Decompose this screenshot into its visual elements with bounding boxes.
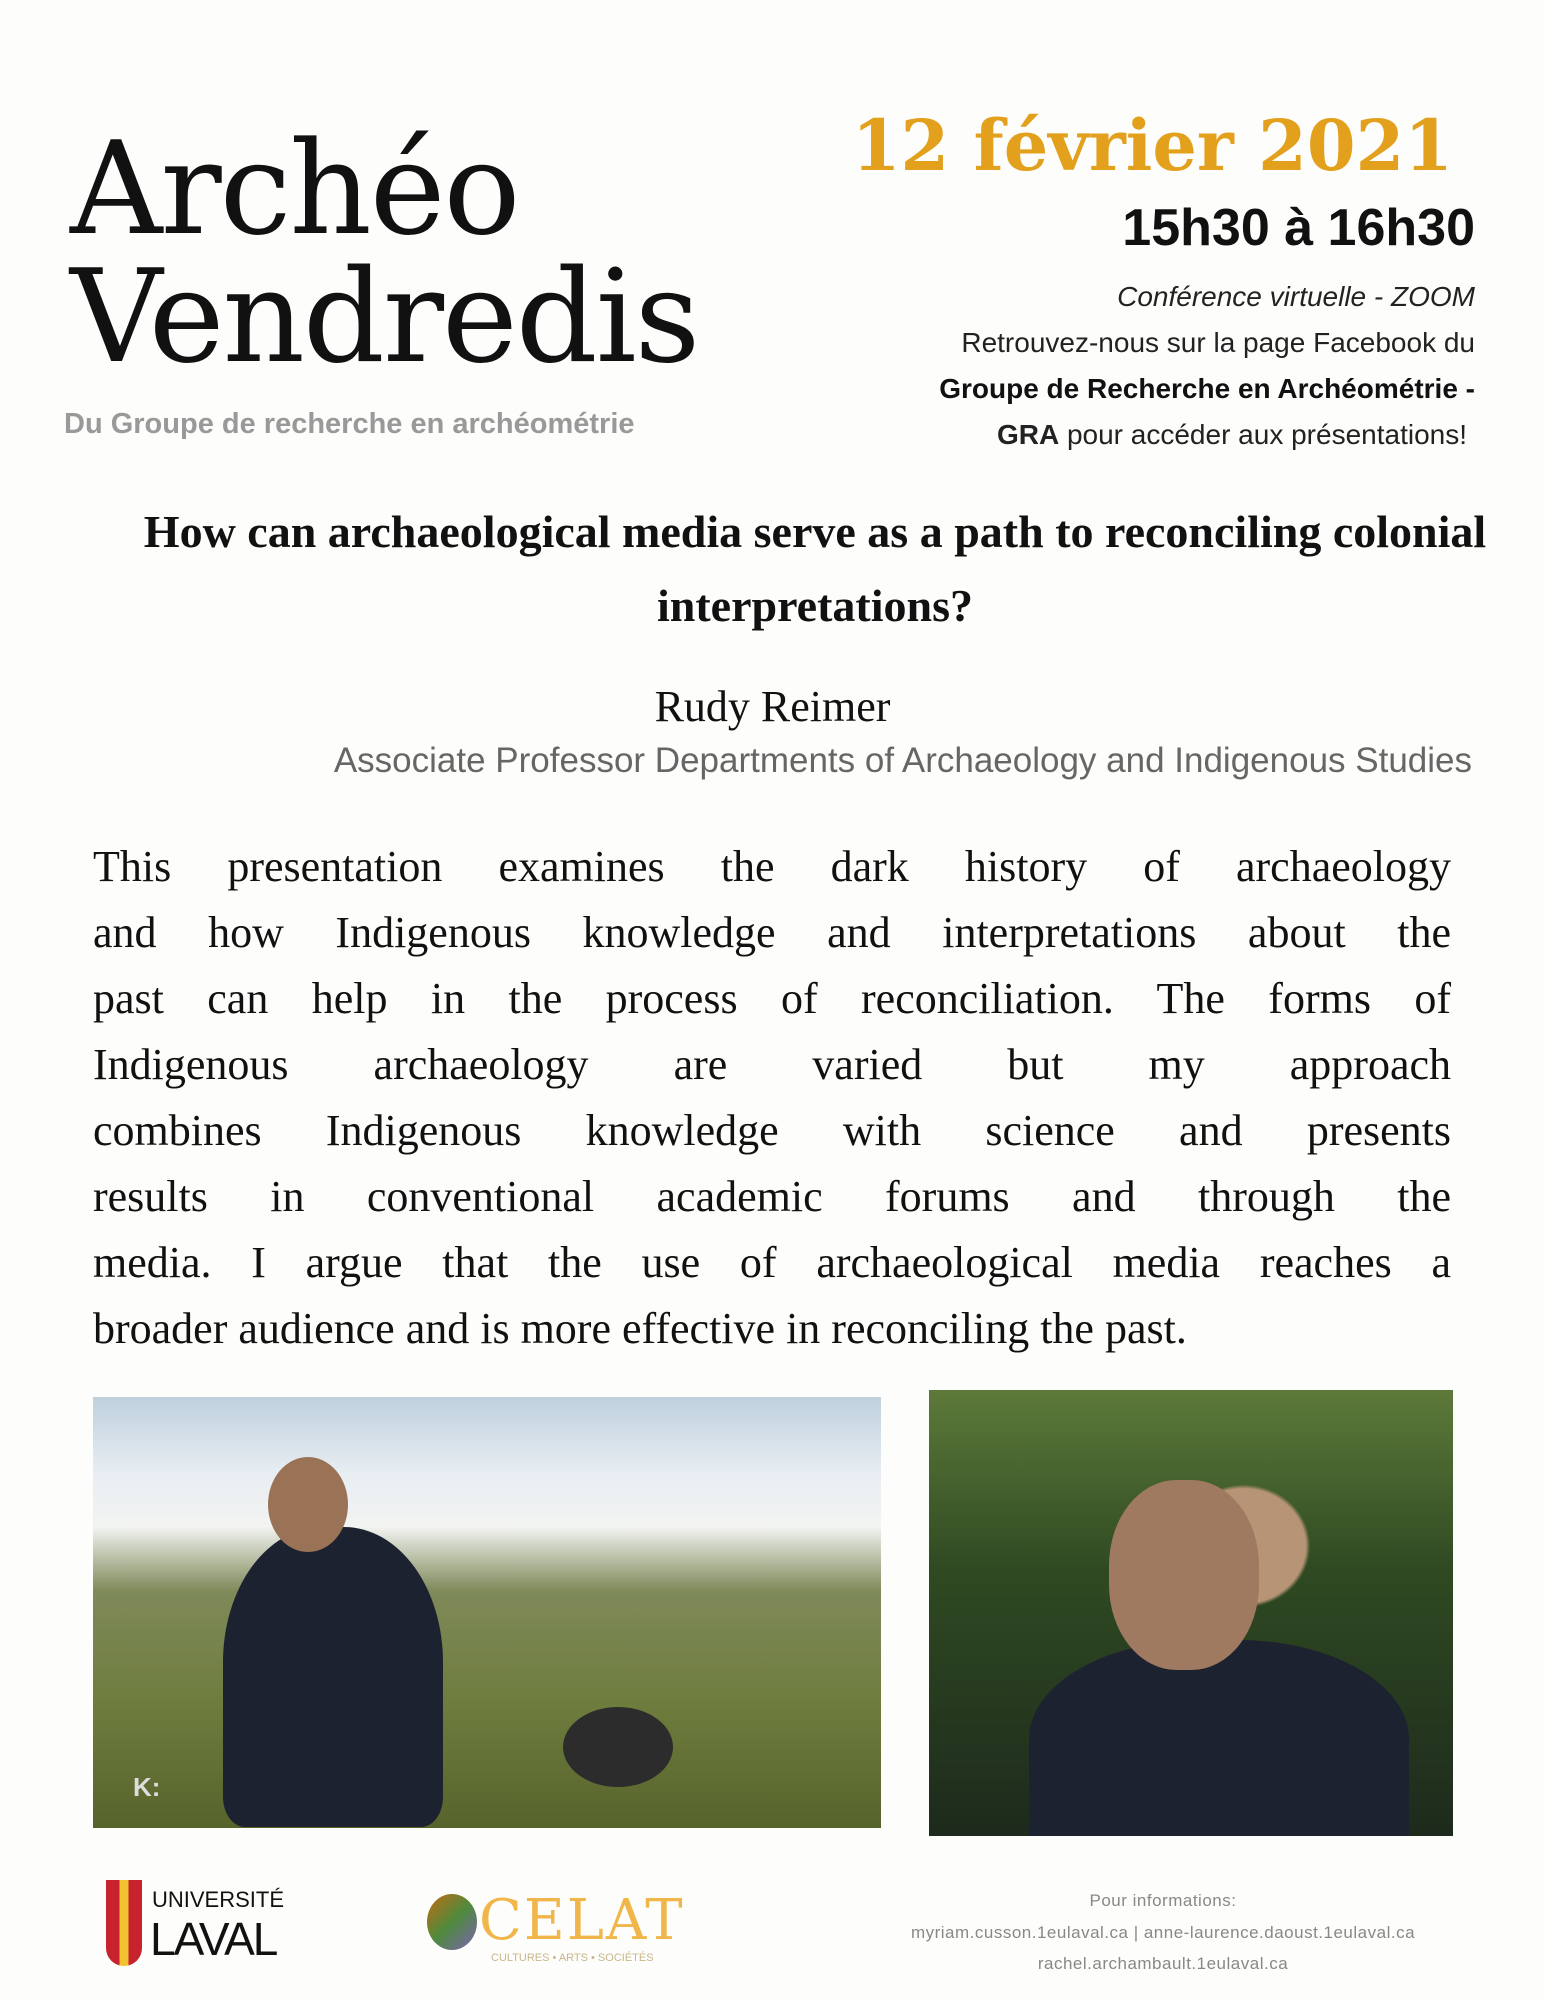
field-photo: [93, 1397, 881, 1828]
celat-logo-text: CELAT: [479, 1888, 685, 1953]
laval-logo-line2: LAVAL: [150, 1913, 277, 1965]
celat-logo: [425, 1888, 701, 1964]
laval-shield-icon: [106, 1880, 142, 1966]
conference-type: Conférence virtuelle - ZOOM: [1117, 281, 1475, 312]
abstract-line: media. I argue that the use of archaeological media reaches a: [93, 1238, 1451, 1287]
laval-logo-line1: UNIVERSITÉ: [152, 1887, 285, 1912]
subtitle: Du Groupe de recherche en archéométrie: [64, 408, 635, 440]
abstract-line: combines Indigenous knowledge with science and presents: [93, 1106, 1451, 1155]
celat-globe-icon: [427, 1894, 477, 1950]
abstract-line: results in conventional academic forums and through the: [93, 1172, 1451, 1221]
contact-emails: rachel.archambault.1eulaval.ca: [1037, 1954, 1289, 1973]
title-line-1: Archéo: [70, 115, 519, 264]
title-line-2: Vendredis: [70, 243, 699, 392]
talk-question: How can archaeological media serve as a path to reconciling colonial interpretations?: [143, 506, 1487, 631]
abstract-line: This presentation examines the dark history of archaeology: [93, 842, 1451, 891]
facebook-line: Retrouvez-nous sur la page Facebook du: [961, 327, 1475, 358]
group-name: Groupe de Recherche en Archéométrie -: [939, 373, 1475, 404]
event-date: 12 février 2021: [851, 104, 1453, 187]
group-abbr: GRA: [996, 419, 1060, 450]
info-label: Pour informations:: [1089, 1891, 1237, 1910]
contact-emails: myriam.cusson.1eulaval.ca | anne-laurence.daoust.1eulaval.ca: [910, 1923, 1416, 1942]
abstract-line: and how Indigenous knowledge and interpretations about the: [93, 908, 1451, 957]
speaker-affiliation: Associate Professor Departments of Archaeology and Indigenous Studies: [333, 741, 1472, 780]
abstract-line: past can help in the process of reconciliation. The forms of: [93, 974, 1451, 1023]
access-text: pour accéder aux présentations!: [1059, 419, 1467, 450]
abstract-line: broader audience and is more effective in reconciling the past.: [93, 1304, 1187, 1353]
speaker-name: Rudy Reimer: [654, 682, 891, 731]
event-time: 15h30 à 16h30: [1122, 199, 1475, 257]
abstract: [93, 834, 1451, 1362]
abstract-line: Indigenous archaeology are varied but my approach: [93, 1040, 1451, 1089]
speaker-portrait: [929, 1390, 1453, 1836]
celat-tagline: CULTURES • ARTS • SOCIÉTÉS: [491, 1952, 654, 1964]
access-line: [997, 412, 1467, 458]
photo-watermark: K:: [133, 1772, 161, 1802]
universite-laval-logo: [106, 1880, 328, 1970]
